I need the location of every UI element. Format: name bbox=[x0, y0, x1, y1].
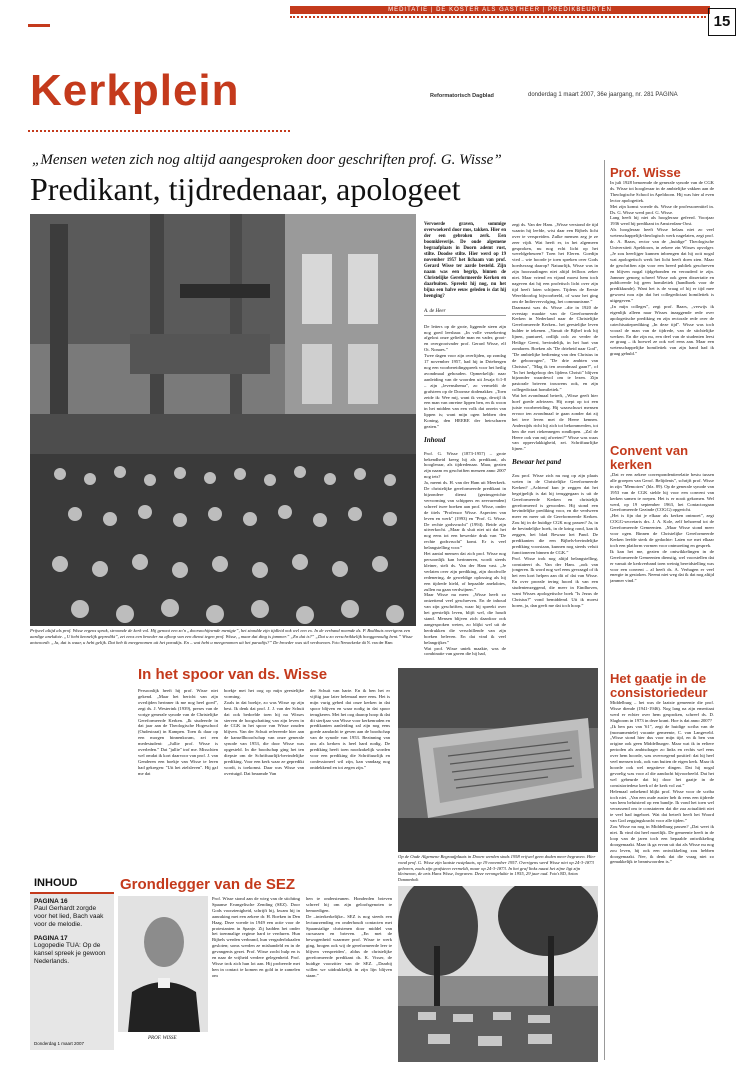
inhoud-item-1-page: PAGINA 16 bbox=[34, 898, 68, 905]
dateline: donderdag 1 maart 2007, 36e jaargang, nr. 281 PAGINA bbox=[528, 92, 678, 98]
inhoud-title: INHOUD bbox=[30, 874, 114, 894]
sidebar-wisse-text: In juli 1928 benoemde de generale synode van de CGK ds. Wisse tot hoogleraar in de ambtelijke vakken aan de Theologische School in Apeldoorn. Hij was hier al even lector apologetiek. Met zijn komst voerde ds. Wisse de professorentitel in. Ds. G. Wisse werd prof. G. Wisse. Lang heeft hij niet als hoogleraar gefeerd. Voorjaar 1936 werd hij predikant in Amsterdam-Oost. Als hoogleraar heeft Wisse helaas niet zo veel wetenschappelijk-theologisch werk nagelaten, zegt prof. dr. A. Baars, rector van de „huidige” Theologische Universiteit Apeldoorn, in zekere zin Wisses opvolger. „Je zou heerlijger kunnen inbrengen dat hij ooit nogal wat apologetisch werk het licht heeft doen zien. Maar de geschriften zijn voor een breed publiek geschreven en blijven nogal tijdgebonden en verouderd te zijn. Jammer genoeg schreef Wisse ook geen dissertatie en publiceerde hij geen homiletiek (handboek voor de predikkunde). Want het is de vraag of hij er tijd mee gewoest nou zijn dat het collegedictaat homiletiek is uitgegeven.” „In mijn colleges”, zegt prof. Baars, „verwijs ik eigenlijk alleen naar Wisses inzaggende rede over apologetische prediking en zijn rectorale rede over de catechisatieprediking „In deze tijd”. Wisse was toch vooral de man van de tijdrede, van de stichtelijke werken. En die zijn nu, een deel van de studenten leest ze graag – ik hoewel ze ook wel eens aan. Maar een wetenschappelijke homiletiek van zijn hand had ik graag gehuld.” bbox=[610, 180, 714, 357]
page-number: 15 bbox=[708, 8, 736, 36]
cemetery-photo bbox=[398, 886, 598, 1062]
grave-illustration bbox=[398, 668, 598, 852]
red-accent-bar bbox=[28, 24, 50, 27]
sidebar bbox=[610, 166, 714, 1061]
sidebar-left-rule bbox=[604, 160, 605, 1060]
sidebar-gaatje-text: Middelburg – het was de laatste gemeente die prof. Wisse diende (1941-1946). Nog lang na zijn emeritaat werd er echter over hem gesproken, schreef ds. D. Slagboom in 1973 in deze krant. Hoe is dat anno 2007? „Ik ben pas van '61”, zegt de huidige scriba van de (monumentele) vacante gemeente, C. van Langeveld. „Wisse stond hier dus voor mijn tijd, en ik ben van origine ook geen Middelburger. Maar wat ik in eeltere perioden als ambtsdrager zo links en rechts wel eens over hem hoorde, was overwegend positief: dat hij heel veel mensen trok, ook van buiten de eigen kerk. Maar ik hoorde ook wel negatieve dingen. Dat hij nogal gevoelig was voor al die aandacht bijvoorbeeld. Dat het wel gebeurde dat hij door het gaatje in de consistoriedeur keek of de kerk vol zat.” Helemaal onbekend blijkt prof. Wisse voor de scriba toch niet. „Van een oude zuster heb ik eens een tijdrede van hem beluisterd op een bandje. Ik vond het toen wel verrassend om te constateren dat die zaa actualiteit niet te veel had ingeboet. Wat dat betreft heeft het Woord van God zeggingskracht voor alle tijden.” Zou Wisse nu nog in Middelburg passen? „Dat weet ik niet. Ik vind dat heel moeilijk. De gemeente heeft in de loop van de jaren toch een bepaalde ontwikkeling doorgemaakt. Maar ik ga ervan uit dat als Wisse nu nog zou leven, hij ook een ontwikkeling zou hebben doorgemaakt. Nee, ik denk dat die vraag niet zo gemakkelijk te beantwoorden is.” bbox=[610, 700, 714, 865]
spoor-column-2: boekje met het oog op mijn geestelijke vorming. Zoals in dat boekje, zo was Wisse op zijn best. Ik denk dat prof. J. J. van der Schuit dat ook bedoelde toen hij na Wisses sterven de hoogschatting van zijn leven in de CGK in het spoor van Wisse zouden blijven. Van der Schuit refereerde hier aan de kansellbooofschap van onze generale synode van 1953, die door Wisse was opgesteld. In die boodschap ging het ten diepste om de Schriftuurlijk-bevindelijke prediking. Voor een kerk waar ze gepredikt wordt, is toekomst. Daar was Wisse van overtuigd. Dat beaamde Van bbox=[224, 688, 304, 776]
grave-photo-caption-text: Op de Oude Algemene Begraafplaats in Doorn werden sinds 1958 vrijwel geen doden meer begraven. Hier vond prof. G. Wisse zijn laatste rustplaats, op 19 november 1957. Overigens werd Wisse niet op 24-3-1873 geboren, zoals zijn grafsteen vermeldt, maar op 24-3-1873. In het graf links naast het zijne ligt zijn kleinzoon, de arts Hans Wisse, begraven. Deze verongelukte in 1955, 29 jaar oud. bbox=[398, 854, 596, 877]
spoor-headline: In het spoor van ds. Wisse bbox=[138, 666, 328, 683]
inhoud-item-1[interactable] bbox=[30, 894, 114, 931]
sez-column-1: Prof. Wisse stond aan de wieg van de stichting Spaanse Evangelische Zending (SEZ). Door Gods voorzienigheid, schrijft hij, kwam hij in aanraking met een zekere dr. H. Boeken in Den Haag. Deze voerde in 1949 een actie voor de protestanten in Spanje. Zij hadden het onder het toenmalige regime hard te verduren. Hun Bijbels werden verbrand, hun vergaderlokaalen gesloten; soms werden ze mishandeld en in de gevangenis gezet. Prof. Wisse zocht hulp en is en naar de vrijheid verdere gelegenheid. Prof. Wisse trok zich hun lot aan. Hij probeerde met hen in contact te komen en gold in te zamelen om bbox=[212, 896, 300, 978]
lead-col2b-text: Zou prof. Wisse zich nu nog op zijn plaats weten in de Christelijke Gereformeerde Kerken? „Achteraf kun je zeggen dat het begrijpelijk is dat hij teruggegaan is uit de Gereformeerde Kerken en christelijk gereformeerd is geworden. Hij stond een bevindelijke prediking voor, en die verdween meer en meer uit de Gereformeerde Kerken. Zou hij in de huidige CGK nog passen? Ja, in de bevindelijke hoek, in de kring rond, kan ik zeggen, het blad Bewaar het Pand. De predikanten die een Bijbels-bevindelijke prediking voorstaan, kunnen nog steeds veluit functioneren binnen de CGK.” Prof. Wisse trok nog altijd belangstelling, constateert ds. Van der Ham. „ook van jongeren. Ik word nog wel eens gevraagd of ik het een kort helpen aan dit of dat van Wisse. En over proeale tering hoord ik van een studentenzeggend, die meer in Eindhoven, want Wisses apologetische boek "Is Jezus de Christus?" vond bemiddend. Uit ik moest horen, ja, dan geeft me dat toch hoop.” bbox=[512, 472, 598, 608]
lead-byline: A. de Heer bbox=[424, 309, 506, 316]
lead-column-1 bbox=[424, 216, 506, 666]
spoor-column-1: Persoonlijk heeft hij prof. Wisse niet gekend. „Maar het bericht van zijn overlijden herinner ik me nog heel goed”, zegt ds. J. Westerink (1939), preses van de vorige generale synode van de Christelijke Gereformeerde Kerken. „Ik studeerde in dat jaar aan de Theologische Hogeschool (Oudestraat) in Kampen. Toen ik daar op een morgen binnenkwam, zei een medestudent: „Jullie prof. Wisse is overleden.” Dat "jullie" trof me. Misschien wel omdat ik kort daarvoor van prof. J. van Genderen een boekje van Wisse te leren had gekregen: "Uit het zielsleven". Hij gaf me dat bbox=[138, 688, 218, 776]
masthead-dotted-rule bbox=[28, 130, 290, 132]
sez-headline: Grondlegger van de SEZ bbox=[120, 876, 296, 893]
main-photo-caption-text: Prijsvel altijd als prof. Wisse ergens sprak, stroomde de kerk vol. Hij genoot een zo'n „doorsnchijnende menigte”, het stondde zijn tijdleid ook wel een ex. In de verband noemde ds. P. Bodihuis overigens een aardige anekdote. „U hebt kennelijk gepredikt”, zei eens een broeder na afloop van een dienst tegen prof. Wisse, „maar dat ding is jammer.” „En dat is?” „Dat u zo verschrikkelijk hooggenoulig bent.” Wisse antwoordt: „Ja, dat is waar, u hebt gelijk. Dat heb ik meegenomen uit het paradijs. En – wat hebt u meegenomen uit het paradijs?” De broeder was stil verdwenen. bbox=[30, 628, 413, 645]
sidebar-gaatje-heading: Het gaatje in de consistoriedeur bbox=[610, 671, 708, 700]
inhoud-item-2-page: PAGINA 17 bbox=[34, 935, 68, 942]
lead-col1-text: De letters op de grote, liggende steen zijn nog goed leesbaar. „In volle verzekering afgelost onze geliefde man en vader, groot- en overgrootvader prof. Gerard Wisse, elf Ot. Nonaes.” Twee dagen voor zijn overlijden, op zondag 17 november 1957, had hij in Driebergen nog een voorbereidingspreek voor het heilig avondmaal gehouden. Opmerkelijk: naar aanleiding van de woorden uit Jesaja 6:1-8 – zijn „levensthema”, zo vermeldt de grafsteen op de Doornse dodenakker. „Toen zeide ik: Wee mij, want ik verga, dewijl ik een man van onreine lippen ben, en ik woon in het midden van een volk dat onrein van lippen is; want mijn ogen hebben den Koning, den HEERE der heirscharen gezien.” bbox=[424, 323, 506, 430]
inhoud-footer: Donderdag 1 maart 2007 bbox=[34, 1041, 85, 1046]
sidebar-convent-heading: Convent van kerken bbox=[610, 443, 689, 472]
church-interior-photo bbox=[30, 214, 416, 626]
grave-photo-caption bbox=[398, 854, 598, 883]
inhoud-item-2-text: Logopedie TUA: Op de kansel spreek je gewoon Nederlands. bbox=[34, 942, 106, 965]
inhoud-subhead: Inhoud bbox=[424, 435, 446, 444]
church-interior-illustration bbox=[30, 214, 416, 626]
grave-photo bbox=[398, 668, 598, 852]
main-photo-caption bbox=[30, 628, 416, 645]
inhoud-item-1-text: Paul Gerhardt zorgde voor het lied, Bach vaak voor de melodie. bbox=[34, 905, 104, 928]
main-photo-credit: Foto Neeuwkerke dit N. van der Ham bbox=[332, 639, 393, 645]
sidebar-convent-text: „Dat er een zekere correspondentierelatie bestu tussen alle groepen van Gerof. Belijdenis”, schrijft prof. Wisse in zijn "Memoires" (blz. 89). Op de generale synode van 1953 van de CGK stelde hij voor een convent van kerken samen te roepen. Het is er nooit gekomen. Wel werd, op 19 september 1963, het Contactorgaan Gereformeerde Gezinde (COGG) opgericht. „Het is fijn dat je elkaar als kerken ontmoet”, zegt COGG-secretaris drs. J. A. Kole, zelf behorend tot de Gereformeerde Gemeenten. „Maar Wisse stond meer voor ogen. Binnen de Christelijke Gereformeerde Kerken leefde sterk de gedachte: Laten we met elkaar toch een platform vormen voor ontmoeting en gesprek. Ik kan het me, gezien de ontwikkelingen in de Gereformeerde Gemeenten dienstig, wel voorstellen dat er vanuit de kerkverband toen weinig bereidstelling was voor een convent – al heeft ds. A. Verhagen er veel energie in gestoken. Neemt niet weg dat ik dat nog altijd jammer vind.” bbox=[610, 472, 714, 584]
section-title: Kerkplein bbox=[30, 66, 240, 115]
masthead-dotted-rule-top bbox=[290, 16, 706, 18]
lead-subtitle: „Mensen weten zich nog altijd aangesproken door geschriften prof. G. Wisse” bbox=[32, 152, 502, 168]
inhoud-box bbox=[30, 874, 114, 1050]
section-topband: MEDITATIE | DE KOSTER ALS GASTHEER | PREDIKBEURTEN bbox=[290, 6, 710, 14]
lead-intro: Vervoerde graven, sommige overwoekerd door mos, takken. Hier en der een gebroken zerk. Een boomkleverije. De oude algemene begraafplaats in Doorn ademt rust, stilte. Doodse stilte. Hier werd op 19 november 1957 het lichaam van prof. Gerard Wisse ter aarde besteld. Zijn naam was een begrip, binnen de Christelijke Gereformeerde Kerken en daarbuiten. Spreekt hij nog, nu het bijna een halve eeuw geleden is dat hij heenging? bbox=[424, 221, 506, 299]
lead-col1b-text: Prof. G. Wisse (1873-1957) – grote bekendheid kreeg hij als predikant, als hoogleraar, als tijdredenaar. Maar, gezien zijn naam en geschriften menzen anno 2007 nog iets? Ja, meent ds. H. van der Ham uit Meerkerk. De christelijke gereformeerde predikant in bijzondere dienst (gezinsgerichte vervorming van schippers en zeevarenden) schreef twee boeken aan prof. Wisse, onder de titels "Professor Wisse. Aspecten van leven en werk" (1993) en "Prof. G. Wisse. De rechte godsvrucht" (1994). Beide zijn uitverkocht. „Maar ik sluit niet uit dat het nog eens tot een bewerkte druk van "De rechte godsvrucht" komt. Er is veel belangstelling voor.” Het aantal mensen dat zich prof. Wisse nog persoonlijk kan herinneren, wordt steeds kleiner, stelt ds. Van der Ham vast. „Je verlaten over zijn prediking, zijn doodvolle redenering, de geweldige oplossing als hij een tijdrede hield, of bepaalde anekdotes, zullen nu gaan verdwijnen.” Maar Wisse nu meer. „Wisse heeft zo ontzettend veel geschreven. En de inhoud van zijn geschriften, waar hij spreekt over het geestelijk leven, blijft wel, die houdt stand. Mensen blijven zich daardoor ook aangesproken weten, zo blijkt wel uit de herdrukken die verschillende van zijn boeken beleven. En dat vind ik veel belangrijker.” Wat prof. Wisse uniek maakte, was de combinatie van gaven die hij had, bbox=[424, 450, 506, 657]
sidebar-wisse-heading: Prof. Wisse bbox=[610, 166, 681, 180]
portrait-illustration bbox=[118, 896, 208, 1032]
inhoud-item-2[interactable] bbox=[30, 931, 114, 968]
grave-photo-credit: Foto's RD, Anton Dommerholt bbox=[398, 871, 578, 883]
portrait-caption: PROF. WISSE bbox=[148, 1036, 177, 1041]
bewaar-subhead: Bewaar het pand bbox=[512, 458, 562, 467]
paper-name: Reformatorisch Dagblad bbox=[430, 93, 494, 99]
lead-col2-text: zegt ds. Van der Ham. „Wisse verstond de tijd waarin hij leefde, wist daar een Bijbels licht over te verspreiden. Zulke mensen zeg je ze zeer vijdt. Wat heeft er, in het algemeen gesproken, nu nog echt licht op het wereldgebeuren? Toen het Eleren. Goedijn vied – wie hoorde je toen spreken over Gods hoedsvraag daarop? Natuurlijk, Wisse was in zijn hoorzaalingen niet altijd feilloos zeker niet. Maar vriend en vijand moest hem toch nageven dat hij een profetisch licht over zijn tijd heeft laten schijnen. Tijdens de Eerste Wereldoorlog bijvoorbeeld, of waar het ging om de Indiervervolging, het communisme.” Daarnaast was ds. Wisse –die in 1920 de overstap maakte van de Gereformeerde Kerken in Nederland naar de Christelijke Gereformeerde Kerken– het geestelijke leven hulder te tekenen. „Vanuit de Bijbel trok hij lijnen, puntueel, ordlijk oolc zo verder de Heilige Geest, bevindelijk, in het hart van zondaren. Boeken als "De drieheid naar God", "De ambtelijke bediening van den Christus in de geboorogen", "De drie ambten van Christus", "Mag ik ten avondmaal gaan?", of "In het hedgeloop des lijdens Christi" blijven bijzonder waardevol om te lezen. Zijn pastorale brieven trouwens ook, en zijn collegedictaat homiletiek.” Wat het avondmaal betreft, „Wisse geeft hier hoef goede adviezen. Hij roept op tot een juiste voorbereiding. Hij waarschuwt mensen ervoor ten avondmaal te gaan zonder dat zij het tere leven met de Heere kennen. Anderzijds richt hij zich tot bekommerden, tot hen die met riekennegen rondlopen. „Zal de Heere ook van mij afweten?” Wisse was waas van oppervlakkigheid, zei. Schriftuurlijke lijnen.” bbox=[512, 221, 598, 452]
lead-column-2 bbox=[512, 216, 598, 666]
sez-column-2: hen te ondersteunen. Honderden brieven schreef hij om zijn geloofsgenoten te bemoedigen. De –interkerkelijke– SEZ is nog steeds een lectuurzending en onderhoudt contacten met Spaanstalige christenen door middel van cursussen en brieven. „En met de bewogenheid waarmee prof. Wisse te werk ging, brogen ook wij de gereformeerde leer te blijven verspreiden’, aldus de christelijke gereformeerde predikant ds. K. Visser, de huidige voorzitter van de SEZ. „Daarbij willen we uitdrukkelijk in zijn lijn blijven staan.” bbox=[306, 896, 392, 978]
cemetery-illustration bbox=[398, 886, 598, 1062]
prof-wisse-portrait bbox=[118, 896, 208, 1032]
spoor-column-3: der Schuit van harte. En ik ben het er vijftig jaar later helemaal mee eens. Het is mijn vurig gebed dat onze kerken in dat spoor blijven en waar nodig in dat spoor terugkeren. Met het oog daarop hoop ik dat dit sterfjaar van Wisse voor kerkenraden en predikanten aanleiding zal zijn nog eens goede aandacht te geven aan de boodschap van de synode van 1953. Bezinning van ons als kerken is heel hard nodig. De prediking heeft toen noodzakelijk worden voor een prediking die Schriftuurlijk en confessioneel wil zijn, kan vandaag nog ontdekkend en tot zegen zijn.” bbox=[310, 688, 390, 770]
lead-headline: Predikant, tijdredenaar, apologeet bbox=[30, 171, 461, 207]
